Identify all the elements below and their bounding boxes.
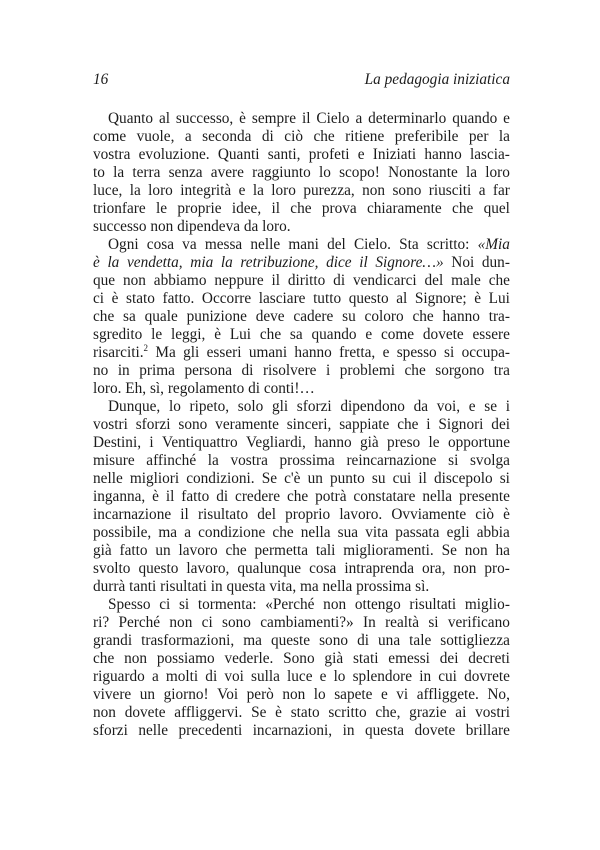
text-line: vivere un giorno! Voi però non lo sapete e vi affliggete. No,	[93, 686, 510, 703]
text-line: luce, la loro integrità e la loro purezza, non sono riusciti a far	[93, 182, 510, 199]
paragraph	[93, 110, 510, 236]
paragraph	[93, 596, 510, 740]
text-line: risarciti.$^2$ Ma gli esseri umani hanno fretta, e spesso si occupa-	[93, 342, 510, 361]
text-line: ri? Perché non ci sono cambiamenti?» In realtà si verificano	[93, 614, 510, 631]
page-number: 16	[93, 71, 109, 88]
text-line: che non possiamo vederle. Sono già stati emessi dei decreti	[93, 650, 510, 667]
text-line: incarnazione il risultato del proprio lavoro. Ovviamente ciò è	[93, 506, 510, 523]
footnote-reference: 2	[143, 342, 149, 353]
text-line: to la terra senza avere raggiunto lo scopo! Nonostante la loro	[93, 164, 510, 181]
text-line: non dovete affliggervi. Se è stato scritto che, grazie ai vostri	[93, 704, 510, 721]
text-line: misure affinché la vostra prossima reincarnazione si svolga	[93, 452, 510, 469]
text-line: nelle migliori condizioni. Se c'è un punto su cui il discepolo si	[93, 470, 510, 487]
text-line: possibile, ma a condizione che nella sua vita passata egli abbia	[93, 524, 510, 541]
text-line: riguardo a molti di voi sulla luce e lo splendore in cui dovrete	[93, 668, 510, 685]
text-line: vostra evoluzione. Quanti santi, profeti e Iniziati hanno lascia-	[93, 146, 510, 163]
text-line: loro. Eh, sì, regolamento di conti!…	[93, 380, 315, 397]
text-line: durrà tanti risultati in questa vita, ma nella prossima sì.	[93, 578, 430, 595]
text-line: no in prima persona di risolvere i problemi che sorgono tra	[93, 362, 510, 379]
text-line: sgredito le leggi, è Lui che sa quando e come dovete essere	[93, 326, 510, 343]
paragraph	[93, 398, 510, 596]
text-line: Spesso ci si tormenta: «Perché non ottengo risultati miglio-	[108, 596, 510, 613]
text-line: come vuole, a seconda di ciò che ritiene preferibile per la	[93, 128, 510, 145]
page-content	[93, 71, 510, 740]
text-line: vostri sforzi sono veramente sinceri, sappiate che i Signori dei	[93, 416, 510, 433]
text-line: Destini, i Ventiquattro Vegliardi, hanno già preso le opportune	[93, 434, 510, 451]
text-line: Dunque, lo ripeto, solo gli sforzi dipendono da voi, e se i	[108, 398, 510, 415]
running-title: La pedagogia iniziatica	[364, 71, 510, 88]
page-body	[93, 110, 510, 740]
text-line: svolto questo lavoro, qualunque cosa intraprenda ora, non pro-	[93, 560, 510, 577]
text-line: ci è stato fatto. Occorre lasciare tutto questo al Signore; è Lui	[93, 290, 510, 307]
text-line: que non abbiamo neppure il diritto di vendicarci del male che	[93, 272, 510, 289]
text-line: Quanto al successo, è sempre il Cielo a determinarlo quando e	[108, 110, 510, 127]
text-line: grandi trasformazioni, ma queste sono di una tale sottigliezza	[93, 632, 510, 649]
text-line: inganna, è il fatto di credere che potrà constatare nella presente	[93, 488, 510, 505]
paragraph	[93, 236, 510, 398]
text-line: che sa quale punizione deve cadere su coloro che hanno tra-	[93, 308, 510, 325]
text-line: successo non dipendeva da loro.	[93, 218, 291, 235]
text-line: Ogni cosa va messa nelle mani del Cielo. Sta scritto: «Mia	[108, 236, 510, 253]
page-header	[93, 71, 510, 89]
text-line: già fatto un lavoro che permetta tali miglioramenti. Se non ha	[93, 542, 510, 559]
text-line: trionfare le proprie idee, il che prova chiaramente che quel	[93, 200, 510, 217]
text-line: è la vendetta, mia la retribuzione, dice il Signore…» Noi dun-	[93, 254, 510, 271]
text-line: sforzi nelle precedenti incarnazioni, in questa dovete brillare	[93, 722, 510, 739]
